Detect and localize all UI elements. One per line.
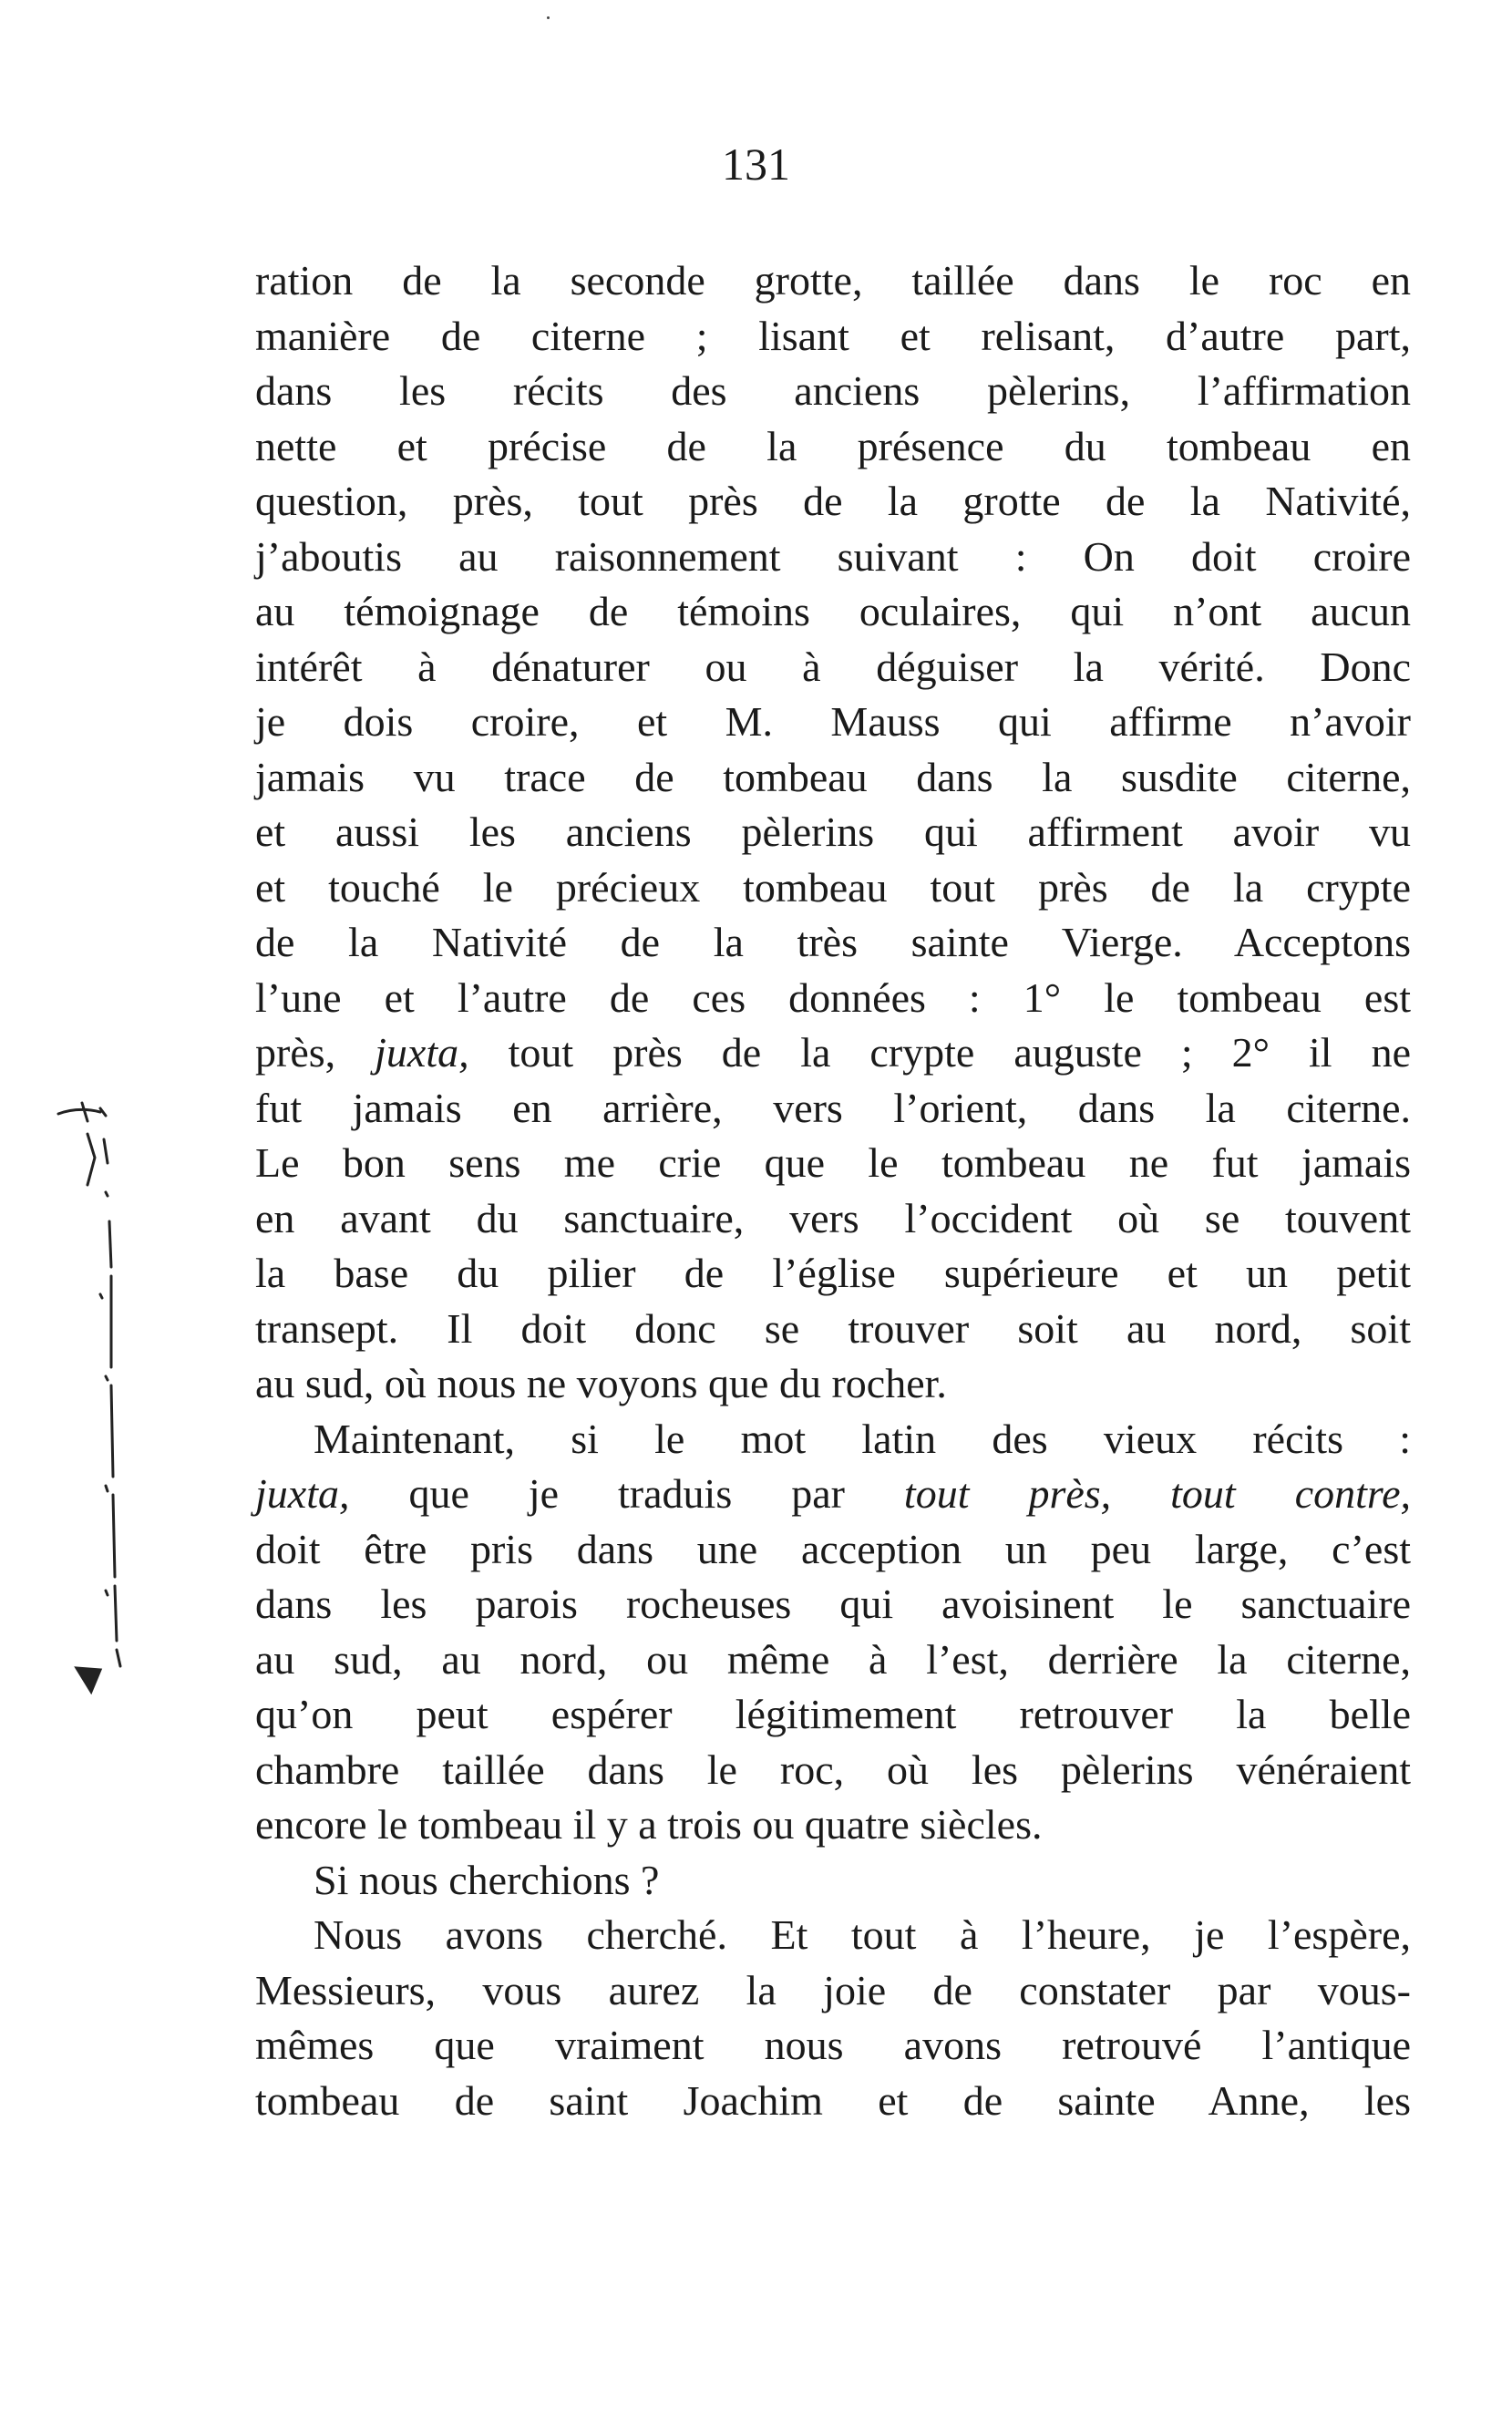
- text-line: [255, 1246, 1411, 1302]
- text-line: [255, 1963, 1411, 2019]
- text-segment: ration de la seconde grotte, taillée dans le roc en: [255, 257, 1411, 304]
- text-segment: de la Nativité de la très sainte Vierge. Acceptons: [255, 919, 1411, 965]
- text-line: [255, 640, 1411, 695]
- text-segment: chambre taillée dans le roc, où les pèlerins vénéraient: [255, 1745, 1411, 1793]
- text-segment: mêmes que vraiment nous avons retrouvé l’antique: [255, 2022, 1411, 2068]
- text-segment: fut jamais en arrière, vers l’orient, dans la citerne.: [255, 1084, 1411, 1131]
- text-line: [255, 915, 1411, 971]
- body-text: [255, 253, 1411, 2128]
- text-line: [255, 1025, 1411, 1081]
- text-segment: intérêt à dénaturer ou à déguiser la vérité. Donc: [255, 643, 1411, 690]
- text-segment: Si nous cherchions ?: [314, 1856, 660, 1903]
- text-line: [255, 1356, 1411, 1412]
- text-line: [255, 1136, 1411, 1191]
- text-line: [255, 1908, 1411, 1963]
- margin-annotation-mark: [51, 1094, 142, 1714]
- text-segment: Messieurs, vous aurez la joie de constater par vous-: [255, 1966, 1411, 2013]
- text-line: [255, 474, 1411, 530]
- text-line: [255, 1412, 1411, 1467]
- text-line: [255, 971, 1411, 1026]
- text-line: [255, 1797, 1411, 1853]
- text-line: [255, 2074, 1411, 2129]
- text-segment: que je traduis par: [349, 1470, 904, 1517]
- text-segment: près,: [255, 1029, 375, 1076]
- text-line: [255, 1853, 1411, 1909]
- text-line: [255, 1577, 1411, 1632]
- text-segment: question, près, tout près de la grotte de la Nativité,: [255, 478, 1411, 524]
- text-segment: transept. Il doit donc se trouver soit au nord, soit: [255, 1304, 1411, 1352]
- italic-text: juxta,: [375, 1029, 469, 1076]
- text-line: [255, 860, 1411, 916]
- text-segment: au témoignage de témoins oculaires, qui n’ont aucun: [255, 588, 1411, 634]
- text-line: [255, 1632, 1411, 1688]
- text-segment: l’une et l’autre de ces données : 1° le tombeau est: [255, 973, 1411, 1021]
- text-line: [255, 805, 1411, 860]
- text-line: [255, 1743, 1411, 1798]
- text-line: [255, 750, 1411, 806]
- text-segment: tombeau de saint Joachim et de sainte Anne, les: [255, 2076, 1411, 2124]
- text-line: [255, 1302, 1411, 1357]
- text-segment: Le bon sens me crie que le tombeau ne fut jamais: [255, 1139, 1411, 1186]
- text-line: [255, 695, 1411, 750]
- text-segment: en avant du sanctuaire, vers l’occident où se touvent: [255, 1194, 1411, 1241]
- page-number: 131: [722, 139, 790, 190]
- text-segment: Maintenant, si le mot latin des vieux récits :: [314, 1415, 1411, 1462]
- italic-text: tout près, tout contre,: [903, 1470, 1412, 1517]
- text-segment: tout près de la crypte auguste ; 2° il ne: [468, 1029, 1411, 1076]
- text-segment: dans les parois rocheuses qui avoisinent le sanctuaire: [255, 1581, 1411, 1627]
- text-line: [255, 419, 1411, 475]
- text-segment: je dois croire, et M. Mauss qui affirme n’avoir: [255, 698, 1411, 745]
- text-line: [255, 1191, 1411, 1247]
- text-segment: encore le tombeau il y a trois ou quatre siècles.: [255, 1801, 1043, 1848]
- text-segment: et touché le précieux tombeau tout près de la crypte: [255, 863, 1411, 911]
- text-segment: dans les récits des anciens pèlerins, l’affirmation: [255, 367, 1411, 414]
- text-segment: nette et précise de la présence du tombeau en: [255, 422, 1411, 469]
- text-line: [255, 1687, 1411, 1743]
- text-segment: Nous avons cherché. Et tout à l’heure, je l’espère,: [314, 1911, 1411, 1958]
- text-segment: au sud, où nous ne voyons que du rocher.: [255, 1360, 947, 1406]
- text-line: [255, 1081, 1411, 1137]
- text-segment: qu’on peut espérer légitimement retrouver la belle: [255, 1691, 1411, 1737]
- text-line: [255, 364, 1411, 419]
- text-line: [255, 1522, 1411, 1578]
- print-speck: [547, 16, 550, 19]
- text-line: [255, 1467, 1411, 1522]
- text-segment: et aussi les anciens pèlerins qui affirment avoir vu: [255, 808, 1411, 855]
- text-line: [255, 2018, 1411, 2074]
- text-segment: au sud, au nord, ou même à l’est, derrière la citerne,: [255, 1635, 1411, 1683]
- italic-text: juxta,: [255, 1470, 350, 1517]
- text-segment: la base du pilier de l’église supérieure et un petit: [255, 1250, 1411, 1296]
- text-line: [255, 584, 1411, 640]
- text-line: [255, 253, 1411, 309]
- text-segment: doit être pris dans une acception un peu large, c’est: [255, 1525, 1411, 1572]
- text-segment: j’aboutis au raisonnement suivant : On doit croire: [255, 532, 1411, 580]
- text-line: [255, 309, 1411, 365]
- text-line: [255, 530, 1411, 585]
- text-segment: jamais vu trace de tombeau dans la susdite citerne,: [255, 753, 1411, 800]
- text-segment: manière de citerne ; lisant et relisant, d’autre part,: [255, 312, 1411, 359]
